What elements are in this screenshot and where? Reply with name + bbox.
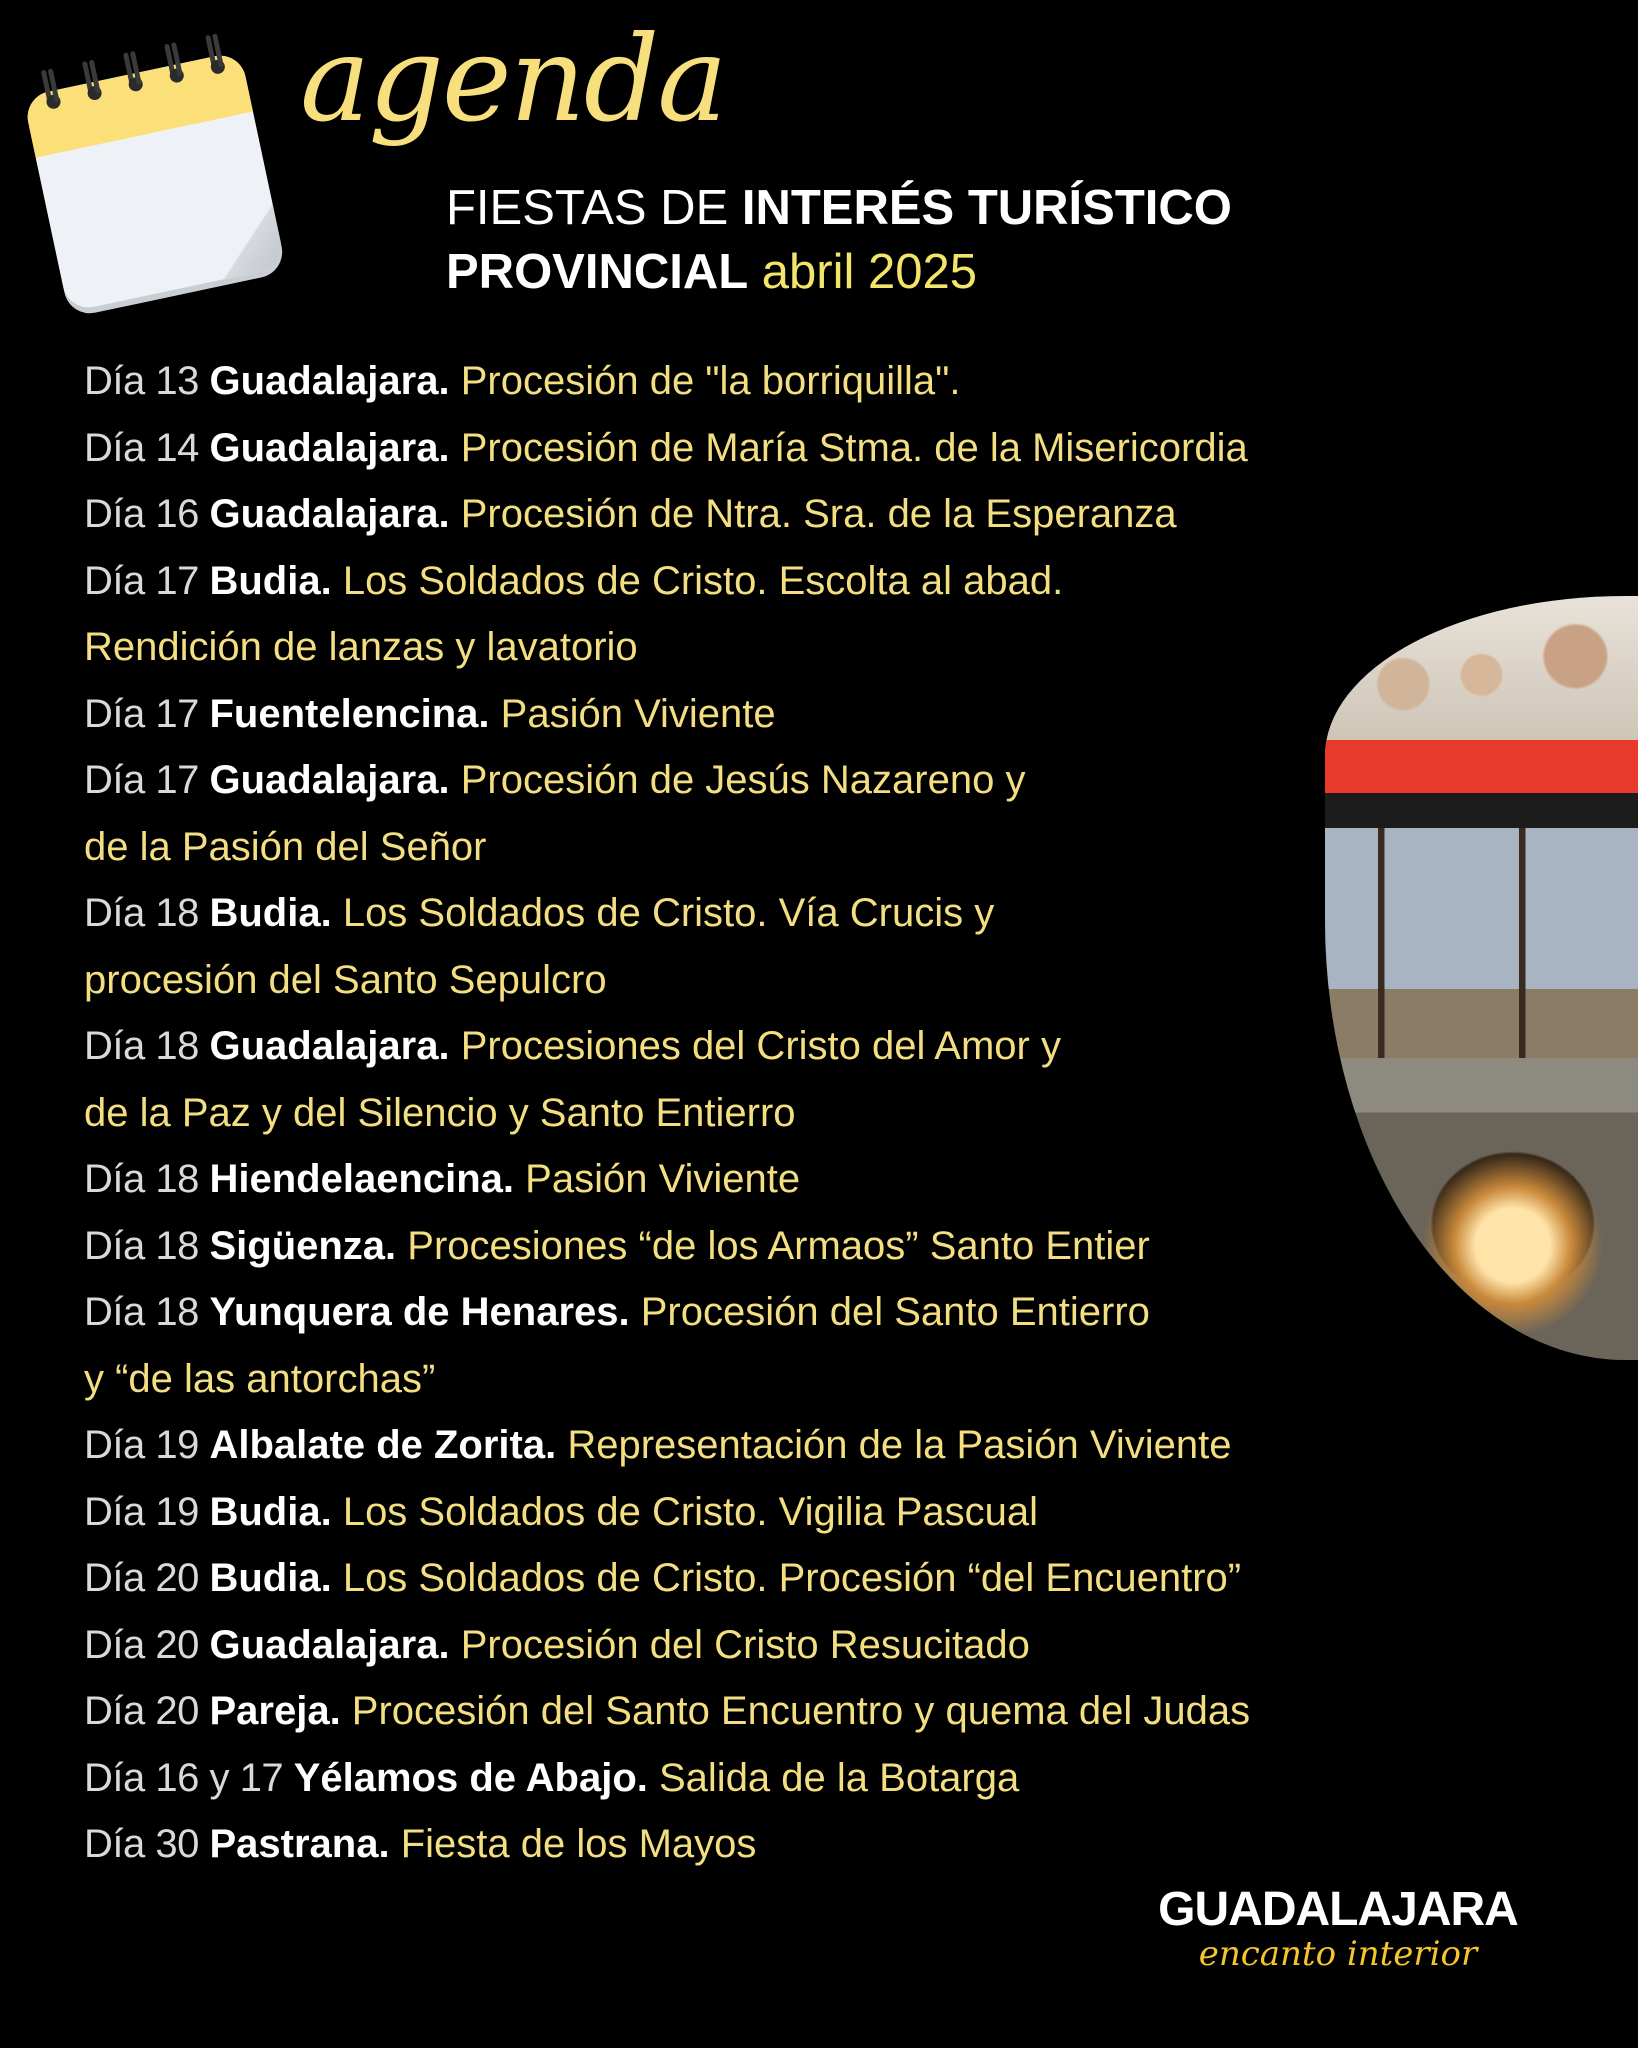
event-day: Día 18 xyxy=(84,1223,210,1268)
event-day: Día 17 xyxy=(84,691,210,736)
event-place: Guadalajara. xyxy=(209,1024,450,1068)
event-place: Yélamos de Abajo. xyxy=(293,1755,648,1800)
event-day: Día 17 xyxy=(84,558,210,603)
event-row xyxy=(84,1745,1444,1812)
title-date: abril 2025 xyxy=(748,245,978,299)
event-description: Pasión Viviente xyxy=(514,1157,801,1201)
calendar-page xyxy=(23,51,286,312)
event-row xyxy=(84,1213,1444,1280)
event-day: Día 13 xyxy=(84,359,210,403)
logo-wordmark: GUADALAJARA xyxy=(1158,1883,1518,1936)
event-row-continuation xyxy=(84,947,1444,1014)
event-description: Los Soldados de Cristo. Escolta al abad. xyxy=(331,558,1064,603)
event-description: Rendición de lanzas y lavatorio xyxy=(84,625,638,669)
event-day: Día 16 xyxy=(84,492,210,536)
event-row xyxy=(84,1612,1444,1679)
event-place: Guadalajara. xyxy=(209,425,450,470)
event-row-continuation xyxy=(84,1346,1444,1413)
event-day: Día 16 y 17 xyxy=(84,1755,294,1800)
event-place: Guadalajara. xyxy=(209,1622,450,1667)
event-description: Procesión del Cristo Resucitado xyxy=(449,1622,1030,1667)
event-row xyxy=(84,747,1444,814)
event-day: Día 18 xyxy=(84,1290,210,1334)
event-day: Día 30 xyxy=(84,1822,210,1866)
title-light: FIESTAS DE xyxy=(446,181,742,235)
event-place: Guadalajara. xyxy=(209,758,450,802)
event-place: Budia. xyxy=(209,1489,332,1534)
event-row xyxy=(84,1013,1444,1080)
event-description: de la Pasión del Señor xyxy=(84,824,487,869)
guadalajara-logo xyxy=(1158,1883,1518,1974)
page-curl xyxy=(212,205,286,279)
event-place: Albalate de Zorita. xyxy=(209,1423,557,1467)
event-description: Procesiones del Cristo del Amor y xyxy=(449,1024,1061,1068)
event-row xyxy=(84,1479,1444,1546)
photo-pasion-viviente xyxy=(1325,828,1638,1058)
event-description: Procesión del Santo Entierro xyxy=(629,1290,1150,1334)
event-row-continuation xyxy=(84,1080,1444,1147)
event-description: Fiesta de los Mayos xyxy=(389,1822,757,1866)
event-description: Procesión de María Stma. de la Misericordia xyxy=(449,425,1248,470)
event-description: Pasión Viviente xyxy=(489,691,776,736)
title-bold: INTERÉS TURÍSTICO xyxy=(741,181,1232,235)
event-row xyxy=(84,880,1444,947)
event-description: Procesiones “de los Armaos” Santo Entier xyxy=(396,1223,1150,1268)
event-place: Sigüenza. xyxy=(209,1223,397,1268)
title-line-2 xyxy=(446,240,1232,304)
event-description: Representación de la Pasión Viviente xyxy=(556,1423,1232,1467)
event-row xyxy=(84,681,1444,748)
event-row xyxy=(84,348,1444,415)
event-description: de la Paz y del Silencio y Santo Entierro xyxy=(84,1090,796,1135)
event-day: Día 19 xyxy=(84,1489,210,1534)
event-day: Día 20 xyxy=(84,1689,210,1733)
event-place: Guadalajara. xyxy=(209,492,450,536)
event-description: Salida de la Botarga xyxy=(647,1755,1020,1800)
event-place: Budia. xyxy=(209,891,332,935)
photo-procession xyxy=(1325,1058,1638,1360)
event-place: Guadalajara. xyxy=(209,359,450,403)
event-day: Día 20 xyxy=(84,1622,210,1667)
event-day: Día 20 xyxy=(84,1556,210,1600)
event-row-continuation xyxy=(84,614,1444,681)
event-place: Budia. xyxy=(209,558,332,603)
calendar-icon xyxy=(17,18,304,312)
event-day: Día 19 xyxy=(84,1423,210,1467)
event-list xyxy=(84,348,1444,1878)
event-row xyxy=(84,1412,1444,1479)
event-row xyxy=(84,548,1444,615)
event-row-continuation xyxy=(84,814,1444,881)
event-row xyxy=(84,1146,1444,1213)
event-place: Pastrana. xyxy=(209,1822,390,1866)
event-place: Hiendelaencina. xyxy=(209,1157,515,1201)
event-row xyxy=(84,1811,1444,1878)
event-place: Yunquera de Henares. xyxy=(209,1290,630,1334)
logo-tagline: encanto interior xyxy=(1198,1934,1478,1974)
event-place: Fuentelencina. xyxy=(209,691,490,736)
event-place: Budia. xyxy=(209,1556,332,1600)
photo-soldiers-de-cristo xyxy=(1325,596,1638,828)
event-row xyxy=(84,1545,1444,1612)
event-day: Día 18 xyxy=(84,1024,210,1068)
event-row xyxy=(84,481,1444,548)
event-day: Día 18 xyxy=(84,1157,210,1201)
title-bold-2: PROVINCIAL xyxy=(446,245,749,299)
event-row xyxy=(84,1279,1444,1346)
page-title xyxy=(446,176,1232,304)
event-description: Los Soldados de Cristo. Vía Crucis y xyxy=(331,891,995,935)
event-description: procesión del Santo Sepulcro xyxy=(84,957,607,1002)
event-day: Día 18 xyxy=(84,891,210,935)
event-description: Procesión del Santo Encuentro y quema del Judas xyxy=(340,1689,1251,1733)
event-place: Pareja. xyxy=(209,1689,341,1733)
event-row xyxy=(84,1678,1444,1745)
photo-collage xyxy=(1325,596,1638,1360)
event-day: Día 17 xyxy=(84,758,210,802)
event-day: Día 14 xyxy=(84,425,210,470)
agenda-script-title: agenda xyxy=(300,10,726,148)
event-description: Procesión de Ntra. Sra. de la Esperanza xyxy=(449,492,1177,536)
event-description: Los Soldados de Cristo. Vigilia Pascual xyxy=(331,1489,1039,1534)
event-row xyxy=(84,415,1444,482)
event-description: Procesión de "la borriquilla". xyxy=(449,359,961,403)
event-description: Procesión de Jesús Nazareno y xyxy=(449,758,1026,802)
event-description: Los Soldados de Cristo. Procesión “del Encuentro” xyxy=(331,1556,1242,1600)
title-line-1 xyxy=(446,176,1232,240)
event-description: y “de las antorchas” xyxy=(84,1356,436,1401)
